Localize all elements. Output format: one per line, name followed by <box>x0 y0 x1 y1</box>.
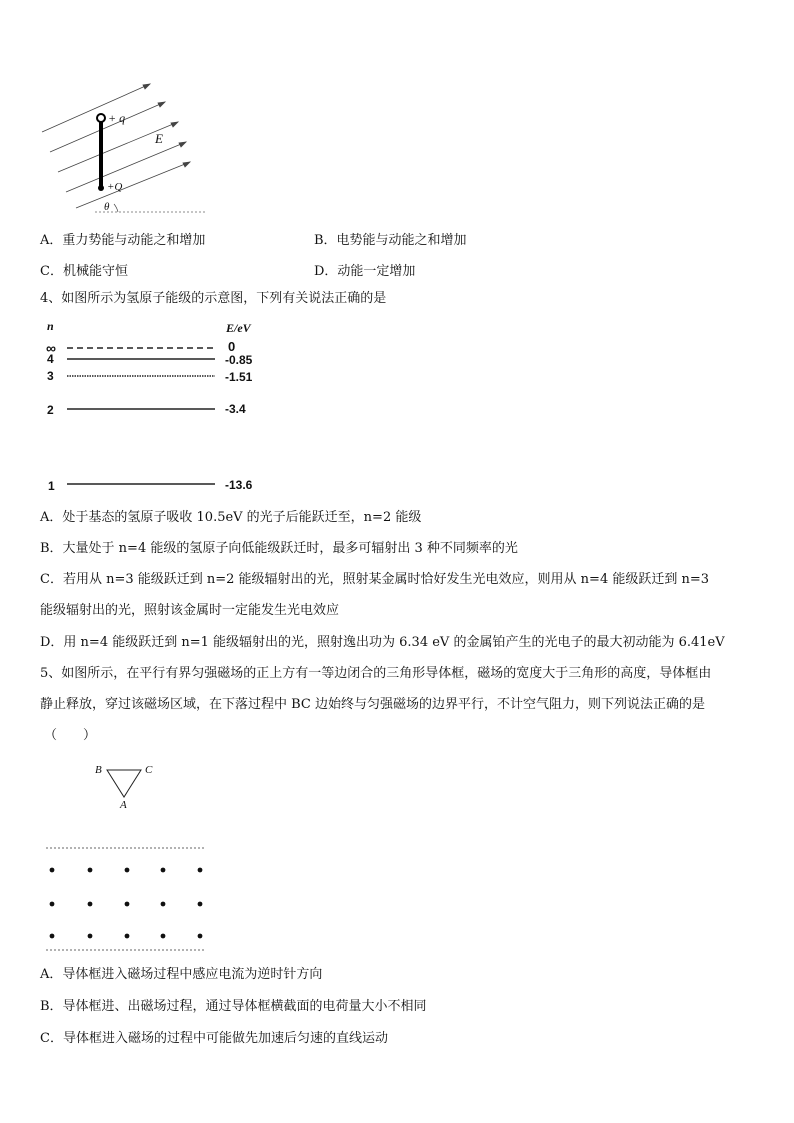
level-e-1: -13.6 <box>225 478 253 492</box>
q3-option-b: B．电势能与动能之和增加 <box>314 233 467 248</box>
q3-option-c: C．机械能守恒 <box>40 264 128 279</box>
level-n-2: 2 <box>47 403 54 417</box>
charge-top-label: + q <box>108 111 126 125</box>
q4-option-c-line2: 能级辐射出的光，照射该金属时一定能发生光电效应 <box>40 603 340 618</box>
field-label: E <box>155 131 163 146</box>
level-n-4: 4 <box>47 352 54 366</box>
q4-option-a: A．处于基态的氢原子吸收 10.5eV 的光子后能跃迁至，n=2 能级 <box>40 510 422 525</box>
q5-stem-line2: 静止释放，穿过该磁场区域，在下落过程中 BC 边始终与匀强磁场的边界平行，不计空气阻力，则下列说法正确的是 <box>40 697 706 712</box>
vertex-c-label: C <box>145 764 153 776</box>
q4-stem: 4、如图所示为氢原子能级的示意图，下列有关说法正确的是 <box>40 291 387 306</box>
q5-stem-line3: （ ） <box>44 728 97 743</box>
q4-option-d: D．用 n=4 能级跃迁到 n=1 能级辐射出的光，照射逸出功为 6.34 eV 的金属铂产生的光电子的最大初动能为 6.41eV <box>40 635 725 650</box>
n-header: n <box>47 319 54 333</box>
q5-option-c: C．导体框进入磁场的过程中可能做先加速后匀速的直线运动 <box>40 1031 388 1046</box>
level-e-2: -3.4 <box>225 402 246 416</box>
level-e-4: -0.85 <box>225 353 253 367</box>
angle-label: θ <box>104 201 110 213</box>
vertex-a-label: A <box>120 799 127 811</box>
level-e-inf: 0 <box>228 339 236 354</box>
level-n-3: 3 <box>47 369 54 383</box>
charge-bottom-label: +Q <box>107 181 123 193</box>
q5-option-a: A．导体框进入磁场过程中感应电流为逆时针方向 <box>40 967 323 982</box>
level-n-inf: ∞ <box>46 340 56 356</box>
e-header: E/eV <box>226 321 251 335</box>
level-n-1: 1 <box>48 479 55 493</box>
q5-stem-line1: 5、如图所示，在平行有界匀强磁场的正上方有一等边闭合的三角形导体框，磁场的宽度大于三角形的高度，导体框由 <box>40 666 712 681</box>
level-e-3: -1.51 <box>225 370 253 384</box>
q3-option-a: A．重力势能与动能之和增加 <box>40 233 206 248</box>
q3-option-d: D．动能一定增加 <box>314 264 416 279</box>
vertex-b-label: B <box>95 764 102 776</box>
field-dots <box>50 868 203 939</box>
q4-option-c-line1: C．若用从 n=3 能级跃迁到 n=2 能级辐射出的光，照射某金属时恰好发生光电效应，则用从 n=4 能级跃迁到 n=3 <box>40 572 710 587</box>
q5-option-b: B．导体框进、出磁场过程，通过导体框横截面的电荷量大小不相同 <box>40 999 427 1014</box>
q4-option-b: B．大量处于 n=4 能级的氢原子向低能级跃迁时，最多可辐射出 3 种不同频率的光 <box>40 541 518 556</box>
